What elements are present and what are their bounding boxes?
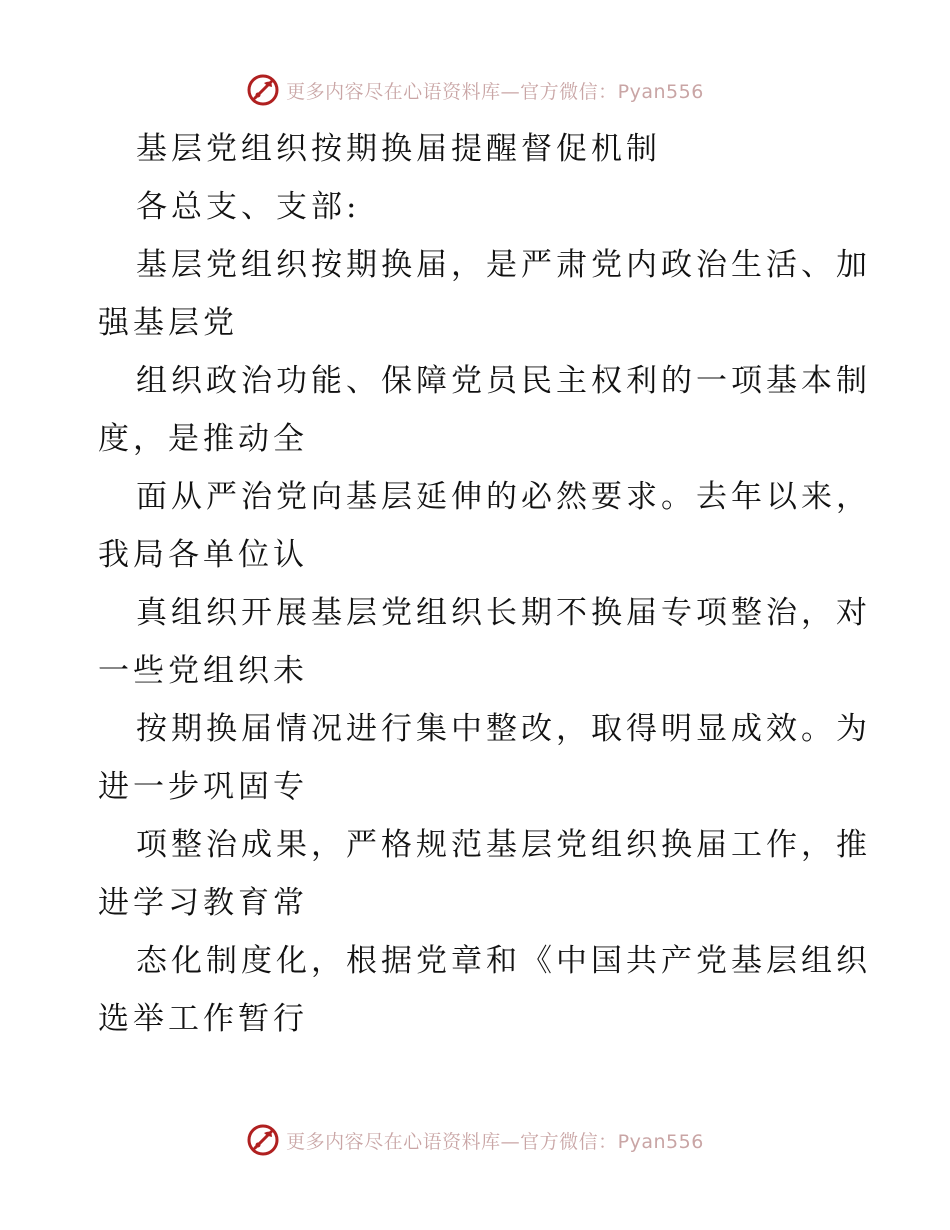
salutation: 各总支、支部: <box>136 189 361 225</box>
text-line: 组织政治功能、保障党员民主权利的一项基本制 <box>136 363 871 399</box>
text-line: 进学习教育常 <box>98 885 308 921</box>
watermark-text: 更多内容尽在心语资料库—官方微信：Pyan556 <box>286 80 704 103</box>
quill-seal-icon <box>246 1123 280 1157</box>
text-line: 项整治成果，严格规范基层党组织换届工作，推 <box>136 827 871 863</box>
document-title: 基层党组织按期换届提醒督促机制 <box>136 131 661 167</box>
text-line: 进一步巩固专 <box>98 769 308 805</box>
document-body <box>98 120 871 1048</box>
footer-watermark <box>0 1120 950 1160</box>
text-line: 按期换届情况进行集中整改，取得明显成效。为 <box>136 711 871 747</box>
watermark-text: 更多内容尽在心语资料库—官方微信：Pyan556 <box>286 1130 704 1153</box>
text-line: 我局各单位认 <box>98 537 308 573</box>
text-line: 选举工作暂行 <box>98 1001 308 1037</box>
text-line: 强基层党 <box>98 305 238 341</box>
quill-seal-icon <box>246 73 280 107</box>
text-line: 一些党组织未 <box>98 653 308 689</box>
text-line: 基层党组织按期换届，是严肃党内政治生活、加 <box>136 247 871 283</box>
text-line: 度，是推动全 <box>98 421 308 457</box>
text-line: 态化制度化，根据党章和《中国共产党基层组织 <box>136 943 871 979</box>
text-line: 面从严治党向基层延伸的必然要求。去年以来， <box>136 479 871 515</box>
header-watermark <box>0 70 950 110</box>
text-line: 真组织开展基层党组织长期不换届专项整治，对 <box>136 595 871 631</box>
